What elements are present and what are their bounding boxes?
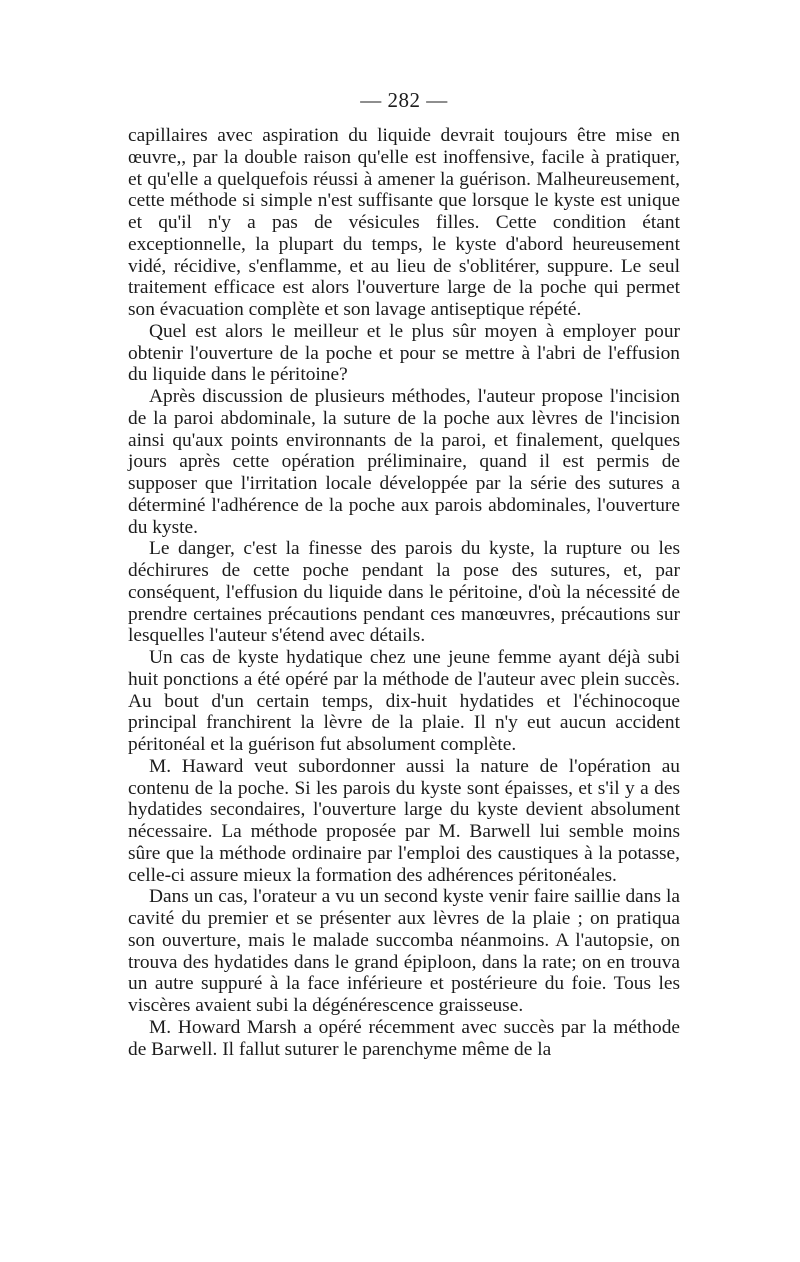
paragraph: capillaires avec aspiration du liquide devrait toujours être mise en œuvre,, par la double raison qu'elle est inoffensive, facile à pratiquer, et qu'elle a quelquefois réussi à amener la guérison. Malheureusement, cette méthode si simple n'est suffisante que lorsque le kyste est unique et qu'il n'y a pas de vésicules filles. Cette condition étant exceptionnelle, la plupart du temps, le kyste d'abord heureusement vidé, récidive, s'enflamme, et au lieu de s'oblitérer, suppure. Le seul traitement efficace est alors l'ouverture large de la poche qui permet son évacuation complète et son lavage antiseptique répété. xyxy=(128,125,680,320)
page-number: — 282 — xyxy=(360,88,448,112)
body-text xyxy=(128,125,680,1060)
paragraph: Un cas de kyste hydatique chez une jeune femme ayant déjà subi huit ponctions a été opéré par la méthode de l'auteur avec plein succès. Au bout d'un certain temps, dix-huit hydatides et l'échinocoque principal franchirent la lèvre de la plaie. Il n'y eut aucun accident péritonéal et la guérison fut absolument complète. xyxy=(128,647,680,755)
paragraph: M. Haward veut subordonner aussi la nature de l'opération au contenu de la poche. Si les parois du kyste sont épaisses, et s'il y a des hydatides secondaires, l'ouverture large du kyste devient absolument nécessaire. La méthode proposée par M. Barwell lui semble moins sûre que la méthode ordinaire par l'emploi des caustiques à la potasse, celle-ci assure mieux la formation des adhérences péritonéales. xyxy=(128,755,680,886)
paragraph: Quel est alors le meilleur et le plus sûr moyen à employer pour obtenir l'ouverture de la poche et pour se mettre à l'abri de l'effusion du liquide dans le péritoine? xyxy=(128,320,680,386)
paragraph: M. Howard Marsh a opéré récemment avec succès par la méthode de Barwell. Il fallut suturer le parenchyme même de la xyxy=(128,1016,680,1060)
book-page xyxy=(128,88,680,1060)
paragraph: Après discussion de plusieurs méthodes, l'auteur propose l'incision de la paroi abdominale, la suture de la poche aux lèvres de l'incision ainsi qu'aux points environnants de la paroi, et finalement, quelques jours après cette opération préliminaire, quand il est permis de supposer que l'irritation locale développée par la série des sutures a déterminé l'adhérence de la poche aux parois abdominales, l'ouverture du kyste. xyxy=(128,386,680,538)
paragraph: Le danger, c'est la finesse des parois du kyste, la rupture ou les déchirures de cette poche pendant la pose des sutures, et, par conséquent, l'effusion du liquide dans le péritoine, d'où la nécessité de prendre certaines précautions pendant ces manœuvres, précautions sur lesquelles l'auteur s'étend avec détails. xyxy=(128,538,680,647)
paragraph: Dans un cas, l'orateur a vu un second kyste venir faire saillie dans la cavité du premier et se présenter aux lèvres de la plaie ; on pratiqua son ouverture, mais le malade succomba néanmoins. A l'autopsie, on trouva des hydatides dans le grand épiploon, dans la rate; on en trouva un autre suppuré à la face inférieure et postérieure du foie. Tous les viscères avaient subi la dégénérescence graisseuse. xyxy=(128,886,680,1016)
